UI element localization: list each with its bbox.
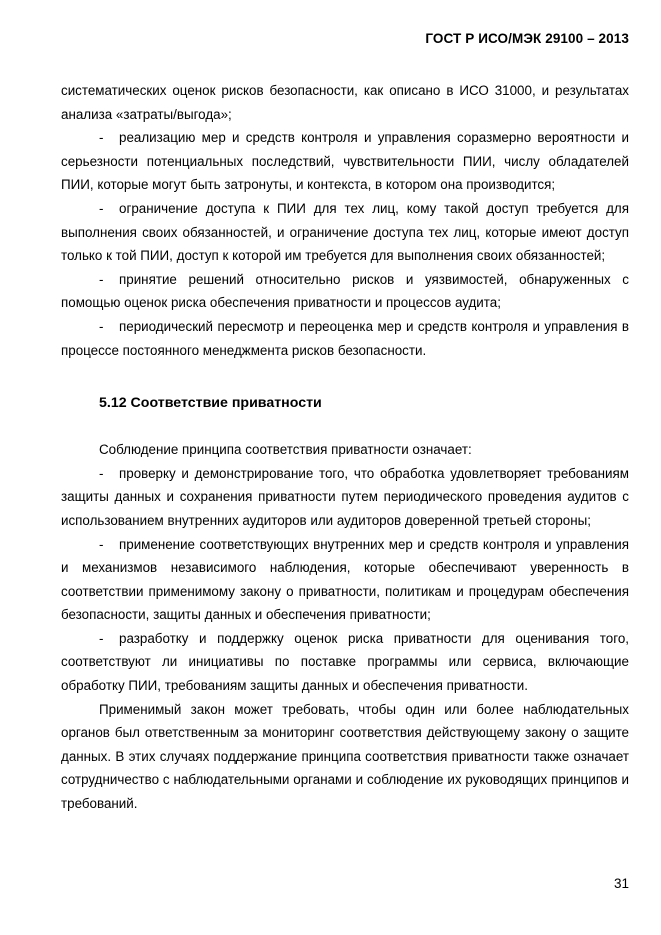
section-intro: Соблюдение принципа соответствия приватности означает: [99, 442, 472, 458]
list-item-text: разработку и поддержку оценок риска приватности для оценивания того, соответствуют ли инициативы по поставке программы или сервиса, включающие обработку ПИИ, требованиям защиты данных и обеспечения приватности. [61, 630, 629, 694]
list-item-text: периодический пересмотр и переоценка мер и средств контроля и управления в процессе постоянного менеджмента рисков безопасности. [61, 318, 629, 358]
bullet-dash: - [99, 130, 104, 146]
list-item-text: проверку и демонстрирование того, что обработка удовлетворяет требованиям защиты данных и сохранения приватности путем периодического проведения аудитов с использованием внутренних аудиторов или аудиторов доверенной третьей стороны; [61, 465, 629, 528]
document-header: ГОСТ Р ИСО/МЭК 29100 – 2013 [425, 31, 629, 46]
closing-paragraph: Применимый закон может требовать, чтобы один или более наблюдательных органов был ответственным за мониторинг соответствия действующему закону о защите данных. В этих случаях поддержание принципа соответствия приватности также означает сотрудничество с наблюдательными органами и соблюдение их руководящих принципов и требований. [61, 701, 629, 812]
section-heading: 5.12 Соответствие приватности [99, 395, 322, 412]
bullet-dash: - [99, 318, 104, 334]
page-number: 31 [613, 876, 629, 891]
list-item-text: применение соответствующих внутренних мер и средств контроля и управления и механизмов независимого наблюдения, которые обеспечивают уверенность в соответствии применимому закону о приватности, политикам и процедурам обеспечения безопасности, защиты данных и обеспечения приватности; [61, 536, 629, 623]
list-item [61, 315, 629, 362]
list-item [61, 627, 629, 698]
bullet-dash: - [99, 536, 104, 552]
list-item [61, 197, 629, 268]
list-item-text: реализацию мер и средств контроля и управления соразмерно вероятности и серьезности потенциальных последствий, чувствительности ПИИ, числу обладателей ПИИ, которые могут быть затронуты, и контекста, в котором она производится; [61, 130, 629, 193]
list-item [61, 268, 629, 315]
paragraph-continuation: систематических оценок рисков безопасности, как описано в ИСО 31000, и результатах анализа «затраты/выгода»; [61, 83, 629, 122]
list-item [61, 126, 629, 197]
bullet-dash: - [99, 200, 104, 216]
document-body [61, 79, 629, 816]
bullet-dash: - [99, 465, 104, 481]
bullet-dash: - [99, 630, 104, 646]
list-item [61, 533, 629, 627]
list-item [61, 462, 629, 533]
list-item-text: ограничение доступа к ПИИ для тех лиц, кому такой доступ требуется для выполнения своих обязанностей, и ограничение доступа тех лиц, которые имеют доступ только к той ПИИ, доступ к которой им требуется для выполнения своих обязанностей; [61, 200, 629, 264]
bullet-dash: - [99, 271, 104, 287]
list-item-text: принятие решений относительно рисков и уязвимостей, обнаруженных с помощью оценок риска обеспечения приватности и процессов аудита; [61, 271, 629, 311]
